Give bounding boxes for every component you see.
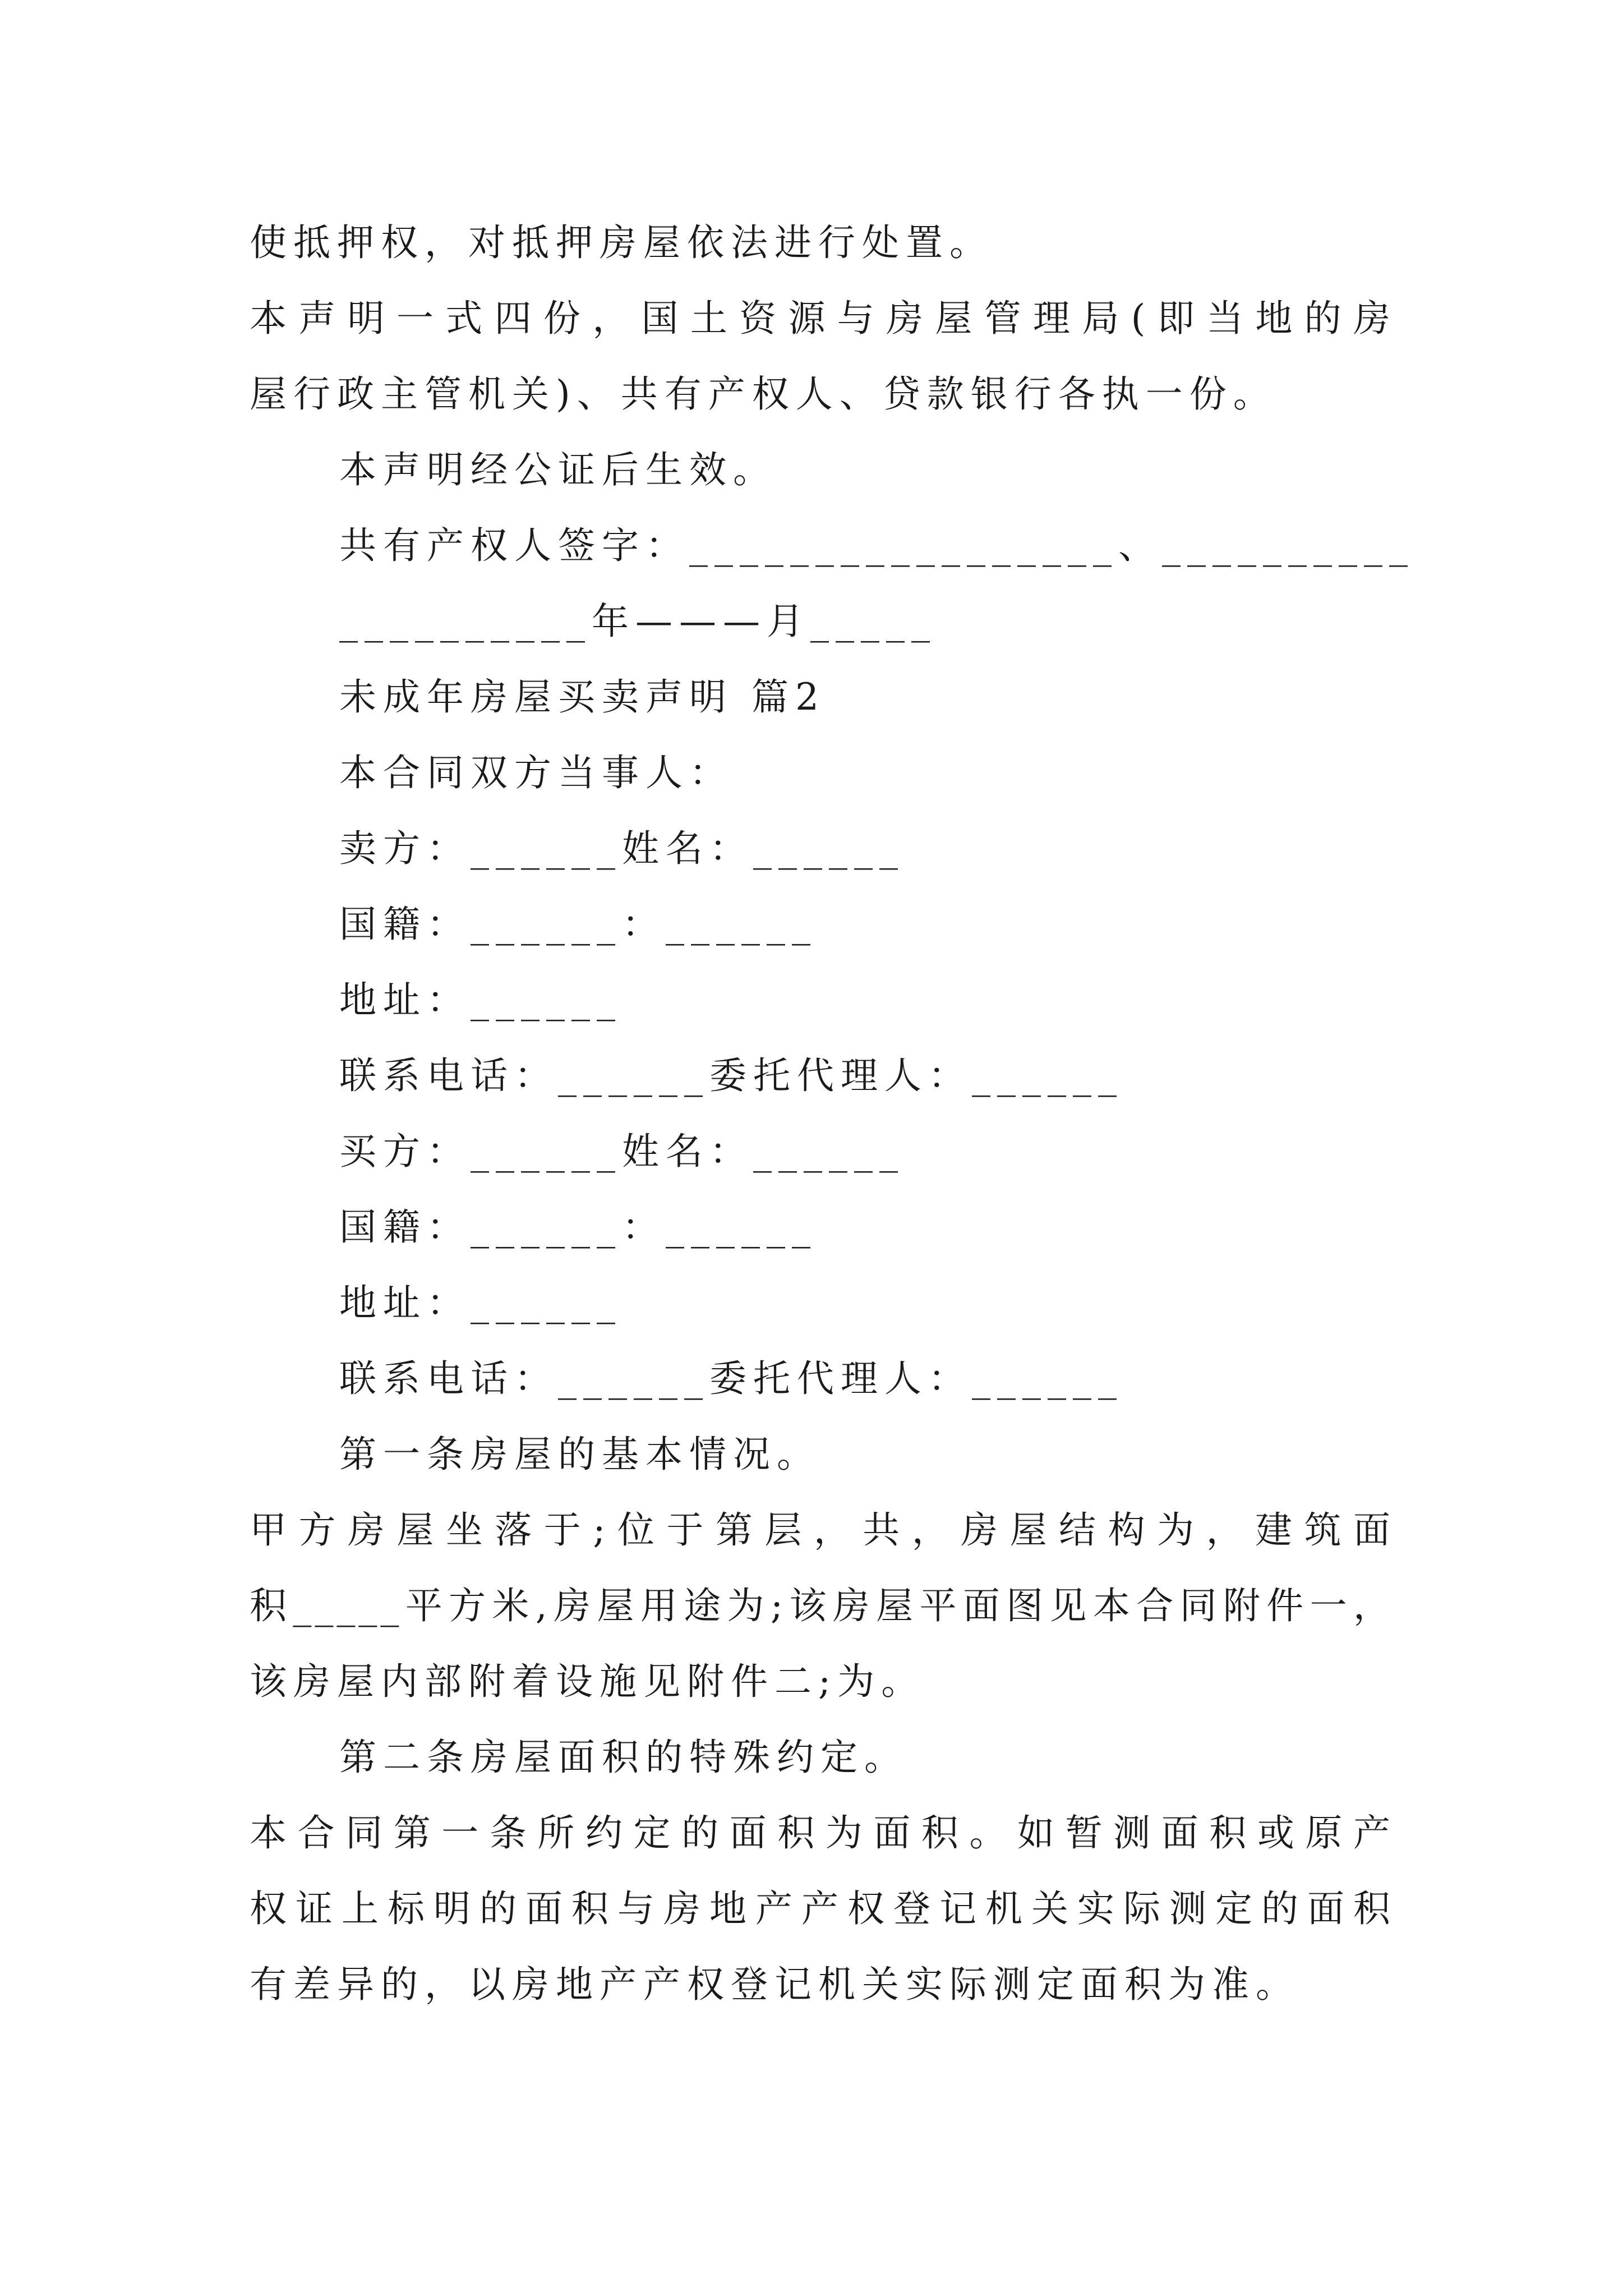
text-line-indented: 甲方房屋坐落于;位于第层，共，房屋结构为，建筑面 [250,1508,1394,1552]
signature-line: 共有产权人签字：_________________、__________ [339,524,1414,567]
section-heading: 未成年房屋买卖声明 篇2 [339,675,826,719]
date-line: __________年———月_____ [339,600,937,643]
article-heading: 第一条房屋的基本情况。 [339,1433,820,1476]
article-heading: 第二条房屋面积的特殊约定。 [339,1736,908,1779]
text-line-indented: 本合同双方当事人： [339,751,733,794]
text-line-indented: 本合同第一条所约定的面积为面积。如暂测面积或原产 [250,1811,1394,1855]
text-line: 有差异的，以房地产产权登记机关实际测定面积为准。 [250,1963,1299,2006]
buyer-name-field: 买方：______姓名：______ [339,1130,905,1173]
text-line: 权证上标明的面积与房地产产权登记机关实际测定的面积 [250,1887,1394,1930]
seller-address-field: 地址：______ [339,978,622,1022]
text-line: 屋行政主管机关)、共有产权人、贷款银行各执一份。 [250,372,1277,416]
buyer-phone-field: 联系电话：______委托代理人：______ [339,1357,1123,1400]
text-line: 使抵押权，对抵押房屋依法进行处置。 [250,221,993,264]
seller-name-field: 卖方：______姓名：______ [339,827,905,870]
seller-phone-field: 联系电话：______委托代理人：______ [339,1054,1123,1097]
text-line: 该房屋内部附着设施见附件二;为。 [250,1660,925,1703]
text-line-indented: 本声明一式四份，国土资源与房屋管理局(即当地的房 [250,297,1394,340]
buyer-nationality-field: 国籍：______：______ [339,1205,817,1249]
text-line: 积_____平方米,房屋用途为;该房屋平面图见本合同附件一， [250,1584,1394,1627]
buyer-address-field: 地址：______ [339,1281,622,1324]
text-line-indented: 本声明经公证后生效。 [339,448,777,491]
seller-nationality-field: 国籍：______：______ [339,903,817,946]
